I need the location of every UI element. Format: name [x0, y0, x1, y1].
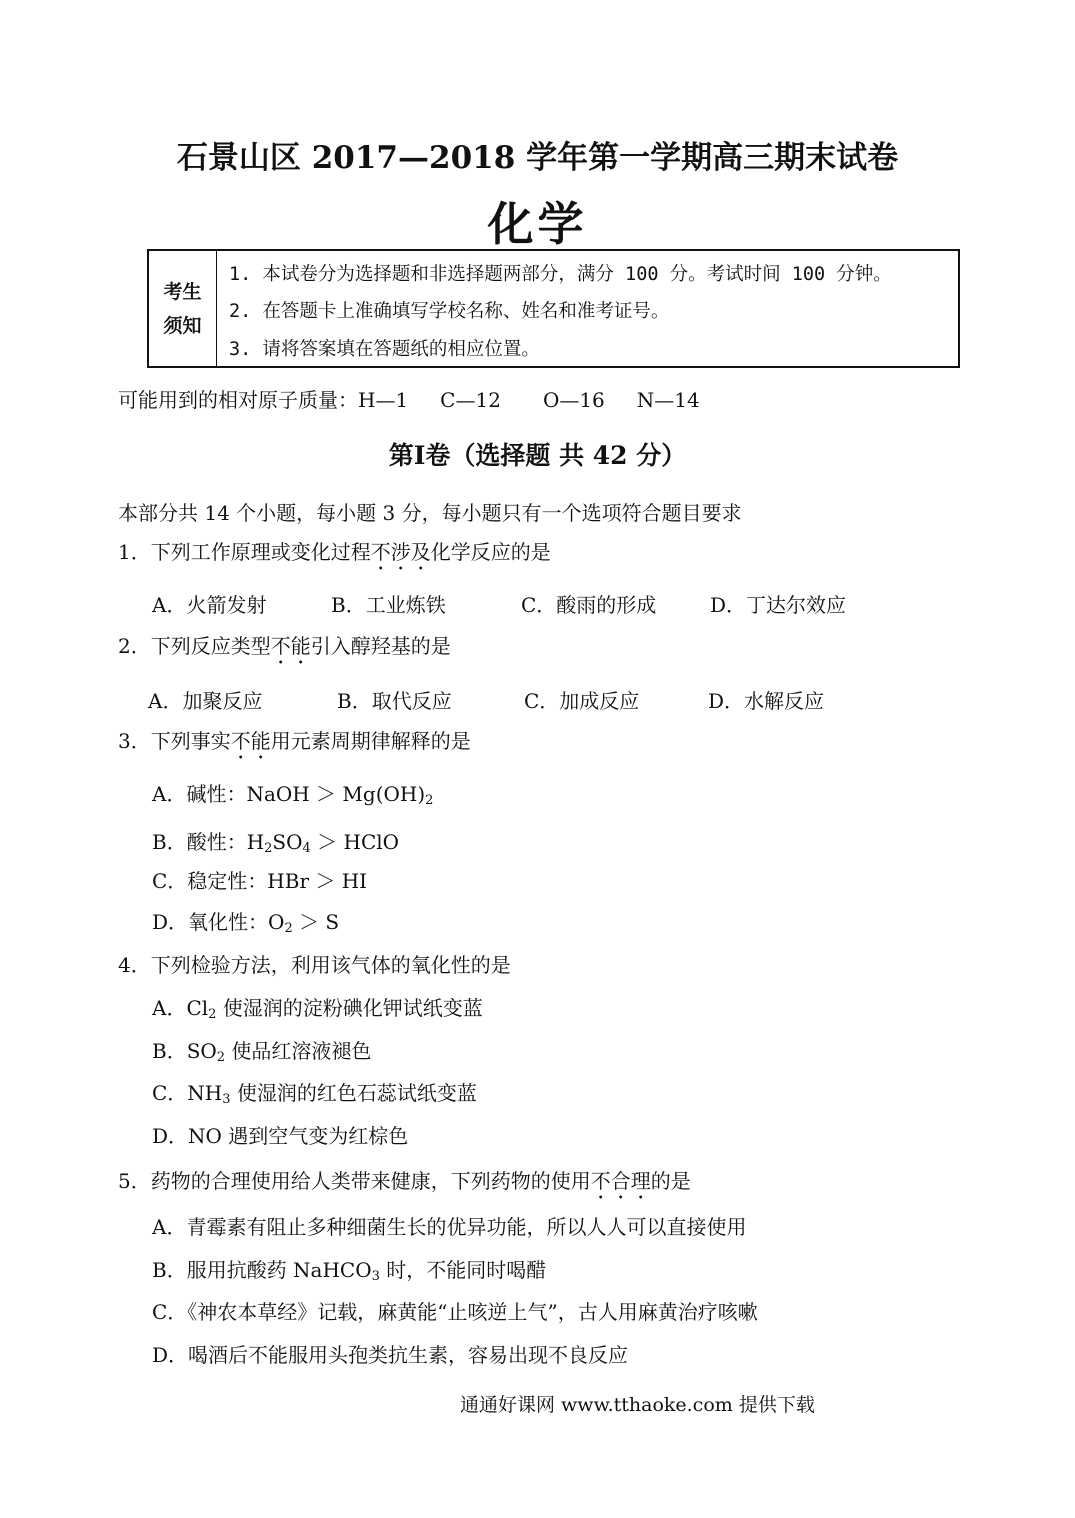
question-number: 3．	[118, 729, 151, 753]
option-b: B．取代反应	[337, 689, 452, 713]
stem-emphasis: 不涉及	[370, 540, 431, 564]
option-a: A．火箭发射	[152, 593, 267, 617]
notice-item: 1. 本试卷分为选择题和非选择题两部分，满分 100 分。考试时间 100 分钟。	[229, 264, 892, 285]
atomic-mass-value: H—1	[358, 388, 409, 412]
option-c: C．《神农本草经》记载，麻黄能“止咳逆上气”，古人用麻黄治疗咳嗽	[152, 1300, 758, 1324]
option-c: C．$NH_3$ 使湿润的红色石蕊试纸变蓝	[152, 1081, 477, 1107]
stem-text: 化学反应的是	[430, 540, 551, 564]
atomic-mass-label: 可能用到的相对原子质量：	[118, 388, 358, 412]
stem-text: 下列事实	[150, 729, 231, 753]
stem-emphasis: 不能	[230, 729, 271, 753]
question-stem	[118, 949, 511, 978]
exam-title: 石景山区 2017—2018 学年第一学期高三期末试卷	[176, 140, 899, 176]
question-number: 1．	[118, 540, 151, 564]
option-d: D．水解反应	[708, 689, 825, 713]
option-d: D．丁达尔效应	[710, 593, 847, 617]
option-d: D．氧化性：$O_2 > S$	[152, 910, 340, 936]
question-number: 2．	[118, 634, 151, 658]
notice-item: 3. 请将答案填在答题纸的相应位置。	[229, 339, 540, 360]
option-b: B．$SO_2$ 使品红溶液褪色	[152, 1039, 372, 1065]
option-b: B．酸性：$H_2SO_4$ ＞ HClO	[152, 830, 400, 856]
stem-text: 下列反应类型	[150, 634, 271, 658]
stem-text: 下列工作原理或变化过程	[150, 540, 371, 564]
question-stem	[118, 1165, 691, 1204]
option-d: D．NO 遇到空气变为红棕色	[152, 1124, 409, 1148]
notice-label-line1: 考生	[163, 280, 202, 303]
footer-credit: 通通好课网 www.tthaoke.com 提供下载	[460, 1394, 815, 1416]
atomic-mass-value: O—16	[542, 388, 605, 412]
option-a: A．加聚反应	[148, 689, 263, 713]
option-a: A．青霉素有阻止多种细菌生长的优异功能，所以人人可以直接使用	[152, 1215, 747, 1239]
option-b: B．工业炼铁	[331, 593, 446, 617]
exam-notice-box	[147, 249, 960, 368]
notice-label	[149, 251, 217, 366]
stem-text: 引入醇羟基的是	[310, 634, 451, 658]
notice-item: 2. 在答题卡上准确填写学校名称、姓名和准考证号。	[229, 301, 670, 322]
notice-label-line2: 须知	[163, 314, 202, 337]
stem-text: 药物的合理使用给人类带来健康，下列药物的使用	[150, 1169, 591, 1193]
option-c: C．稳定性：HBr ＞ HI	[152, 869, 368, 893]
question-stem	[118, 536, 551, 575]
question-number: 4．	[118, 953, 151, 977]
option-a: A．碱性：NaOH ＞ $Mg(OH)_2$	[152, 782, 434, 808]
option-c: C．酸雨的形成	[521, 593, 657, 617]
section-title: 第Ⅰ卷（选择题 共 42 分）	[388, 441, 687, 470]
stem-emphasis: 不能	[270, 634, 311, 658]
atomic-mass-line	[118, 384, 700, 413]
subject-title: 化学	[487, 197, 588, 251]
question-number: 5．	[118, 1169, 151, 1193]
stem-emphasis: 不合理	[590, 1169, 651, 1193]
option-b: B．服用抗酸药 NaHCO$_3$ 时，不能同时喝醋	[152, 1258, 547, 1284]
question-stem	[118, 725, 471, 764]
atomic-mass-value: C—12	[440, 388, 501, 412]
question-stem	[118, 630, 451, 669]
atomic-mass-value: N—14	[636, 388, 700, 412]
option-c: C．加成反应	[524, 689, 640, 713]
stem-text: 用元素周期律解释的是	[270, 729, 471, 753]
stem-text: 的是	[650, 1169, 691, 1193]
stem-text: 下列检验方法，利用该气体的氧化性的是	[150, 953, 511, 977]
option-d: D．喝酒后不能服用头孢类抗生素，容易出现不良反应	[152, 1343, 629, 1367]
option-a: A．$Cl_2$ 使湿润的淀粉碘化钾试纸变蓝	[152, 996, 483, 1022]
section-instruction: 本部分共 14 个小题，每小题 3 分，每小题只有一个选项符合题目要求	[118, 501, 742, 525]
